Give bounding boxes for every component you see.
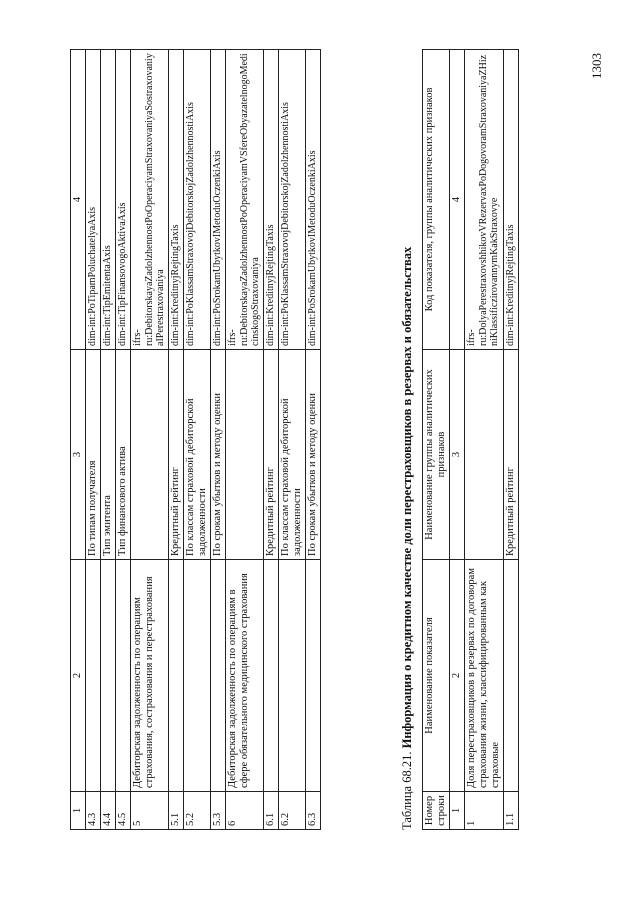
indicator-code: ifrs-ru:DebitorskayaZadolzhennostPoOperaciyamVSfereObyazatelnogoMedicinskogoStraxovaniya (226, 50, 264, 350)
header-cell: Номер строки (423, 792, 450, 830)
indicator-code: dim-int:TipFinansovogoAktivaAxis (116, 50, 131, 350)
indicator-code: ifrs-ru:DebitorskayaZadolzhennostPoOperaciyamStraxovaniyaSostraxovaniyaIPerestraxovaniya (131, 50, 169, 350)
indicator-code: ifrs-ru:DolyaPerestraxovshhikovVRezervaxPoDogovoramStraxovaniyaZHizniKlassificzirovannymKakStraxovye (465, 50, 504, 350)
group-name (465, 350, 504, 560)
header-cell: 4 (71, 50, 86, 350)
group-name: По типам получателя (86, 350, 101, 560)
group-name: Кредитный рейтинг (504, 350, 519, 560)
table-68-21 (422, 49, 519, 830)
table-row (101, 50, 116, 830)
table-row (210, 50, 225, 830)
row-number: 5 (131, 792, 169, 830)
rotated-page-content (70, 10, 610, 830)
group-name: Тип эмитента (101, 350, 116, 560)
row-number: 5.1 (168, 792, 183, 830)
indicator-code: dim-int:KreditnyjRejtingTaxis (504, 50, 519, 350)
indicator-code: dim-int:TipEmitentaAxis (101, 50, 116, 350)
row-number: 5.3 (210, 792, 225, 830)
group-name: Кредитный рейтинг (263, 350, 278, 560)
group-name (226, 350, 264, 560)
indicator-code: dim-int:PoTipamPoluchatelyaAxis (86, 50, 101, 350)
indicator-name (183, 560, 210, 792)
indicator-name (168, 560, 183, 792)
group-name: По классам страховой дебиторской задолженности (183, 350, 210, 560)
row-number: 4.4 (101, 792, 116, 830)
table-row (504, 50, 519, 830)
indicator-name (210, 560, 225, 792)
group-name: По классам страховой дебиторской задолженности (278, 350, 305, 560)
indicator-code: dim-int:PoKlassamStraxovojDebitorskojZadolzhennostiAxis (183, 50, 210, 350)
group-name (131, 350, 169, 560)
table-header-row (423, 50, 450, 830)
group-name: По срокам убытков и методу оценки (305, 350, 320, 560)
row-number: 6.2 (278, 792, 305, 830)
indicator-name (101, 560, 116, 792)
header-cell: 1 (71, 792, 86, 830)
table-row (305, 50, 320, 830)
row-number: 6.1 (263, 792, 278, 830)
indicator-name (504, 560, 519, 792)
table-row (131, 50, 169, 830)
row-number: 6.3 (305, 792, 320, 830)
indicator-name: Доля перестраховщиков в резервах по договорам страхования жизни, классифицированным как страховые (465, 560, 504, 792)
row-number: 4.5 (116, 792, 131, 830)
group-name: Кредитный рейтинг (168, 350, 183, 560)
table-row (465, 50, 504, 830)
indicator-name: Дебиторская задолженность по операциям в сфере обязательного медицинского страхования (226, 560, 264, 792)
header-cell: Код показателя, группы аналитических признаков (423, 50, 450, 350)
row-number: 4.3 (86, 792, 101, 830)
page-number: 1303 (589, 53, 604, 79)
indicator-name (278, 560, 305, 792)
indicator-code: dim-int:KreditnyjRejtingTaxis (168, 50, 183, 350)
group-name: По срокам убытков и методу оценки (210, 350, 225, 560)
indicator-code: dim-int:PoKlassamStraxovojDebitorskojZadolzhennostiAxis (278, 50, 305, 350)
table-row (183, 50, 210, 830)
subheader-cell: 1 (450, 792, 465, 830)
indicator-name (116, 560, 131, 792)
table-row (278, 50, 305, 830)
header-cell: 3 (71, 350, 86, 560)
table-row (116, 50, 131, 830)
indicator-code: dim-int:PoSrokamUbytkovIMetoduOczenkiAxis (305, 50, 320, 350)
table-caption (400, 247, 415, 830)
subheader-cell: 4 (450, 50, 465, 350)
table-subheader-row (450, 50, 465, 830)
subheader-cell: 2 (450, 560, 465, 792)
table-row (86, 50, 101, 830)
subheader-cell: 3 (450, 350, 465, 560)
table-row (226, 50, 264, 830)
row-number: 6 (226, 792, 264, 830)
header-cell: 2 (71, 560, 86, 792)
table-continued (70, 49, 321, 830)
indicator-code: dim-int:KreditnyjRejtingTaxis (263, 50, 278, 350)
table-header-row (71, 50, 86, 830)
indicator-name (263, 560, 278, 792)
caption-title: Информация о кредитном качестве доли перестраховщиков в резервах и обязательствах (400, 246, 414, 749)
table-row (263, 50, 278, 830)
table-row (168, 50, 183, 830)
header-cell: Наименование группы аналитических признаков (423, 350, 450, 560)
indicator-name (305, 560, 320, 792)
indicator-name: Дебиторская задолженность по операциям страхования, сострахования и перестрахования (131, 560, 169, 792)
row-number: 5.2 (183, 792, 210, 830)
row-number: 1 (465, 792, 504, 830)
caption-prefix: Таблица 68.21. (400, 751, 414, 830)
group-name: Тип финансового актива (116, 350, 131, 560)
header-cell: Наименование показателя (423, 560, 450, 792)
row-number: 1.1 (504, 792, 519, 830)
indicator-name (86, 560, 101, 792)
indicator-code: dim-int:PoSrokamUbytkovIMetoduOczenkiAxis (210, 50, 225, 350)
